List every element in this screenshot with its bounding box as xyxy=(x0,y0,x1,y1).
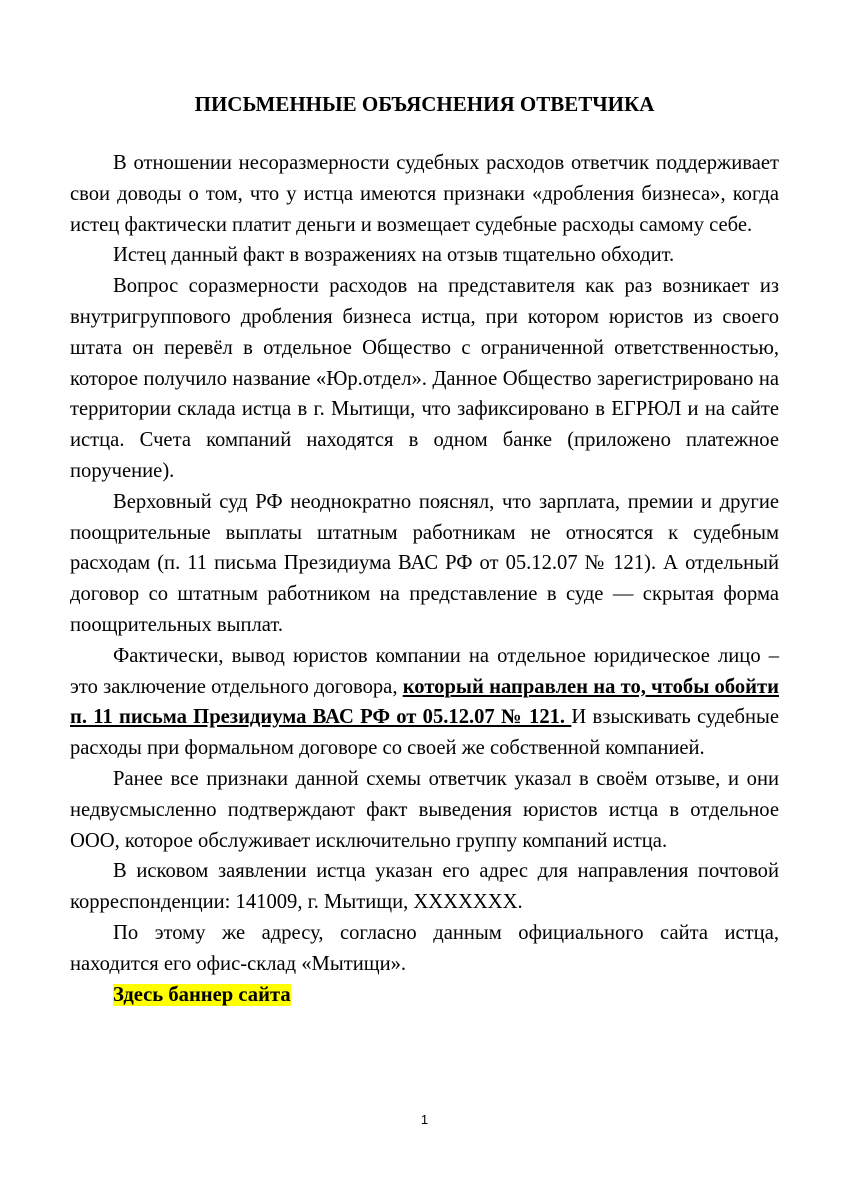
paragraph-5-end: И взыскивать судебные расходы при формальном договоре со своей же собственной компанией. xyxy=(70,706,779,760)
document-title: ПИСЬМЕННЫЕ ОБЪЯСНЕНИЯ ОТВЕТЧИКА xyxy=(194,92,655,116)
paragraph-9 xyxy=(70,980,779,1011)
paragraph-5-emphasis: который направлен на то, чтобы обойти п. 11 письма Президиума ВАС РФ от 05.12.07 № 121. xyxy=(70,675,779,729)
banner-placeholder-note: Здесь баннер сайта xyxy=(113,983,291,1006)
paragraph-5-start: Фактически, вывод юристов компании на отдельное юридическое лицо – это заключение отдельного договора, xyxy=(70,644,779,698)
paragraph-5 xyxy=(70,641,779,764)
paragraph-6: Ранее все признаки данной схемы ответчик указал в своём отзыве, и они недвусмысленно подтверждают факт выведения юристов истца в отдельное ООО, которое обслуживает исключительно группу компаний истца. xyxy=(70,767,779,852)
document-body xyxy=(70,148,779,1010)
paragraph-8: По этому же адресу, согласно данным официального сайта истца, находится его офис-склад «Мытищи». xyxy=(70,921,779,975)
page-number: 1 xyxy=(420,1112,429,1127)
paragraph-7: В исковом заявлении истца указан его адрес для направления почтовой корреспонденции: 141009, г. Мытищи, XXXXXXX. xyxy=(70,860,779,914)
paragraph-2: Истец данный факт в возражениях на отзыв тщательно обходит. xyxy=(113,244,675,267)
paragraph-3: Вопрос соразмерности расходов на представителя как раз возникает из внутригруппового дробления бизнеса истца, при котором юристов из своего штата он перевёл в отдельное Общество с ограниченной ответственностью, которое получило название «Юр.отдел». Данное Общество зарегистрировано на территории склада истца в г. Мытищи, что зафиксировано в ЕГРЮЛ и на сайте истца. Счета компаний находятся в одном банке (приложено платежное поручение). xyxy=(70,275,779,482)
paragraph-4: Верховный суд РФ неоднократно пояснял, что зарплата, премии и другие поощрительные выплаты штатным работникам не относятся к судебным расходам (п. 11 письма Президиума ВАС РФ от 05.12.07 № 121). А отдельный договор со штатным работником на представление в суде — скрытая форма поощрительных выплат. xyxy=(70,490,779,636)
paragraph-1: В отношении несоразмерности судебных расходов ответчик поддерживает свои доводы о том, что у истца имеются признаки «дробления бизнеса», когда истец фактически платит деньги и возмещает судебные расходы самому себе. xyxy=(70,152,779,236)
